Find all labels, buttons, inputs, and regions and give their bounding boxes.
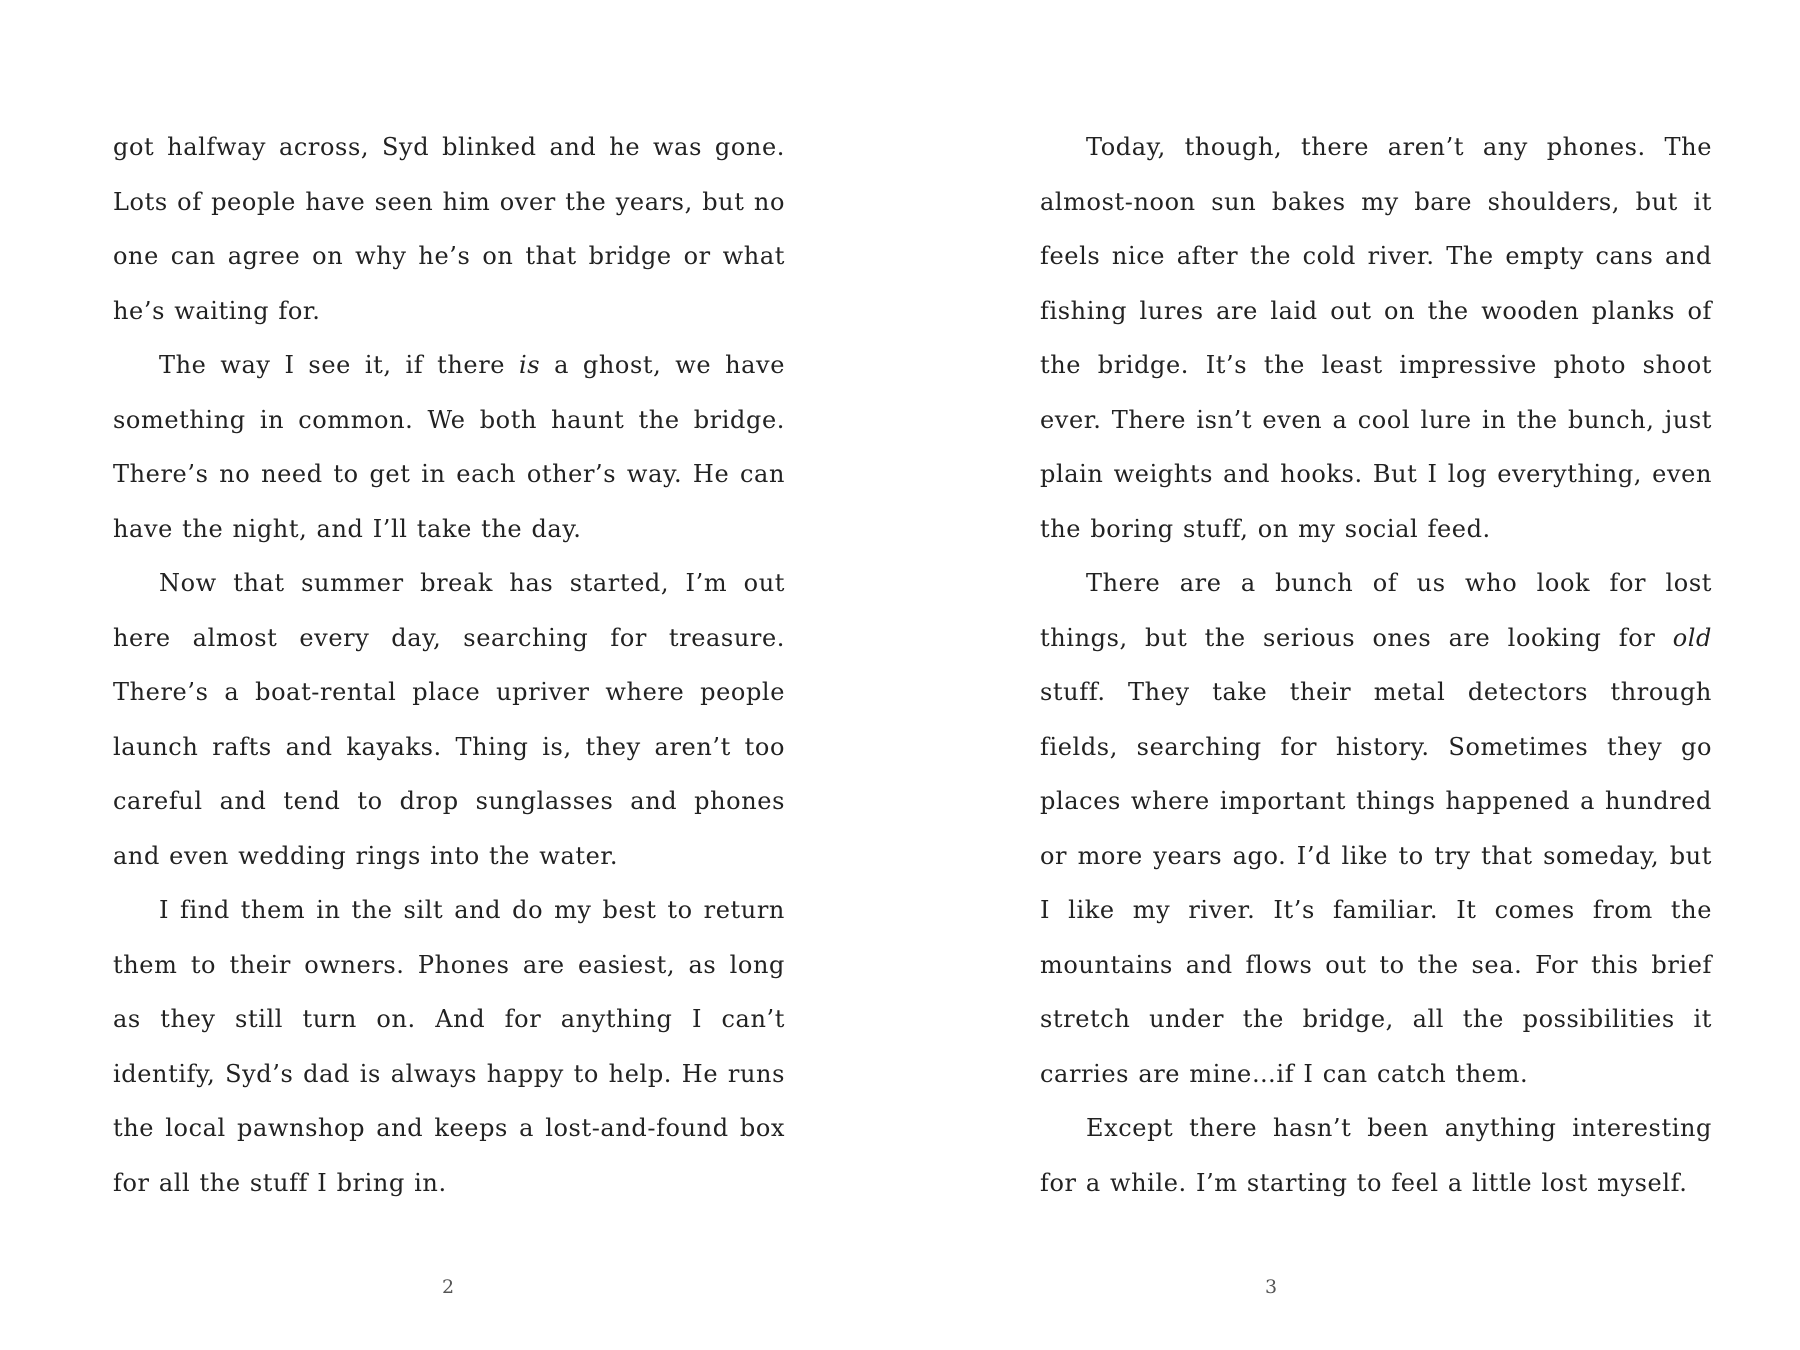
italic-word: old xyxy=(1672,623,1712,652)
paragraph-text: stuff. They take their metal detectors through fields, searching for history. Sometimes they go places where important things happened a hundred or more years ago. I’d like to try that someday, but I like my river. It’s familiar. It comes from the mountains and flows out to the sea. For this brief stretch under the bridge, all the possibilities it carries are mine…if I can catch them. xyxy=(1040,678,1712,1088)
paragraph xyxy=(113,338,785,556)
paragraph-text: The way I see it, if there xyxy=(159,351,519,379)
paragraph-text: There are a bunch of us who look for lost things, but the serious ones are looking for xyxy=(1040,569,1712,652)
paragraph: I find them in the silt and do my best to return them to their owners. Phones are easiest, as long as they still turn on. And for anything I can’t identify, Syd’s dad is always happy to help. He runs the local pawnshop and keeps a lost-and-found box for all the stuff I bring in. xyxy=(113,896,785,1197)
paragraph-text: a ghost, we have something in common. We both haunt the bridge. There’s no need to get in each other’s way. He can have the night, and I’ll take the day. xyxy=(113,351,785,543)
paragraph: Now that summer break has started, I’m out here almost every day, searching for treasure. There’s a boat-rental place upriver where people launch rafts and kayaks. Thing is, they aren’t too careful and tend to drop sunglasses and phones and even wedding rings into the water. xyxy=(113,569,785,870)
paragraph: Except there hasn’t been anything interesting for a while. I’m starting to feel a little lost myself. xyxy=(1040,1114,1712,1197)
paragraph: got halfway across, Syd blinked and he was gone. Lots of people have seen him over the years, but no one can agree on why he’s on that bridge or what he’s waiting for. xyxy=(113,133,785,325)
left-page-text xyxy=(113,120,785,1210)
page-number: 3 xyxy=(1264,1276,1278,1298)
right-page-text xyxy=(1040,120,1712,1210)
italic-word: is xyxy=(519,351,541,379)
page-number: 2 xyxy=(441,1276,455,1298)
right-page xyxy=(900,0,1800,1350)
paragraph: Today, though, there aren’t any phones. The almost-noon sun bakes my bare shoulders, but it feels nice after the cold river. The empty cans and fishing lures are laid out on the wooden planks of the bridge. It’s the least impressive photo shoot ever. There isn’t even a cool lure in the bunch, just plain weights and hooks. But I log everything, even the boring stuff, on my social feed. xyxy=(1040,133,1712,543)
paragraph xyxy=(1040,556,1712,1101)
